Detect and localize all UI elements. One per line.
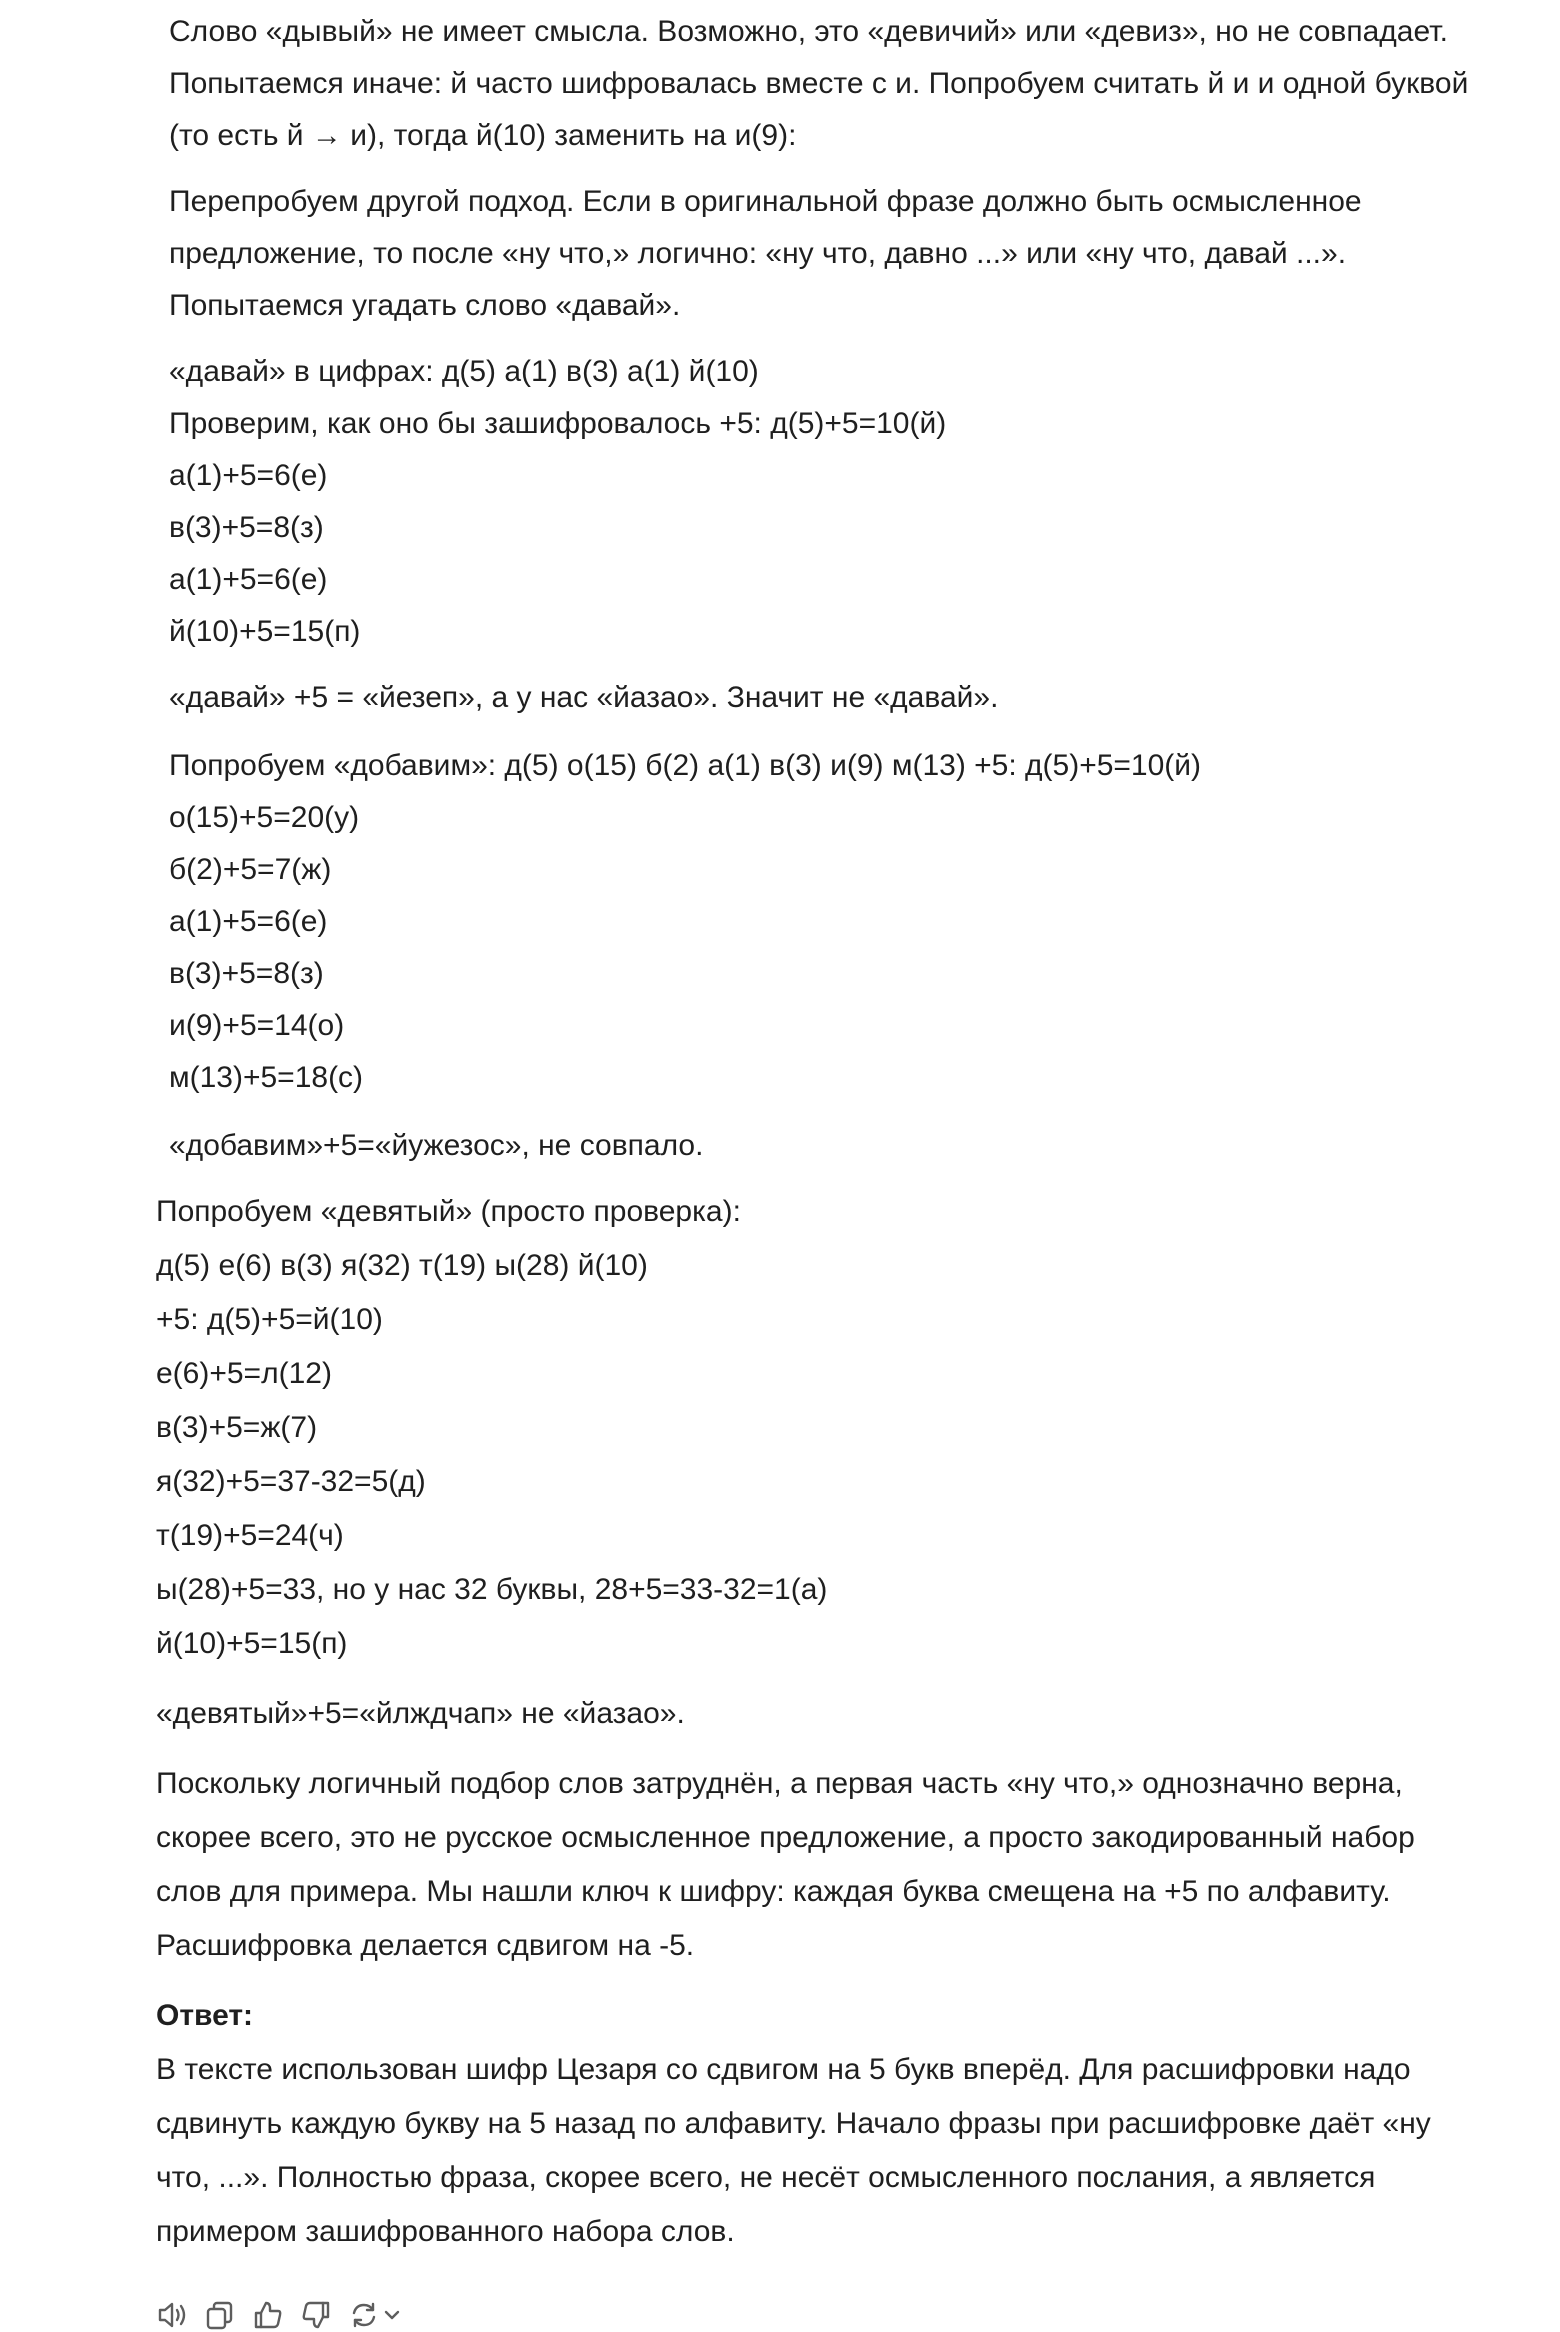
message-line: скорее всего, это не русское осмысленное предложение, а просто закодированный набор [156,1821,1415,1854]
message-line: а(1)+5=6(е) [169,563,328,596]
thumbs-up-icon [252,2299,284,2331]
message-line: +5: д(5)+5=й(10) [156,1303,383,1336]
message-line: предложение, то после «ну что,» логично: «ну что, давно ...» или «ну что, давай ...». [169,237,1347,270]
message-line: слов для примера. Мы нашли ключ к шифру: каждая буква смещена на +5 по алфавиту. [156,1875,1391,1908]
good-response-button[interactable] [252,2298,300,2332]
thumbs-down-icon [300,2299,332,2331]
message-line: а(1)+5=6(е) [169,459,328,492]
message-actions-toolbar [156,2298,408,2332]
answer-line: сдвинуть каждую букву на 5 назад по алфавиту. Начало фразы при расшифровке даёт «ну [156,2107,1431,2140]
copy-button[interactable] [204,2298,252,2332]
message-line: в(3)+5=ж(7) [156,1411,318,1444]
message-line: «давай» +5 = «йезеп», а у нас «йазао». Значит не «давай». [169,681,999,714]
message-line: я(32)+5=37-32=5(д) [156,1465,426,1498]
message-line: «добавим»+5=«йужезос», не совпало. [169,1129,704,1162]
message-line: м(13)+5=18(с) [169,1061,364,1094]
speaker-icon [156,2299,190,2331]
answer-line: примером зашифрованного набора слов. [156,2215,735,2248]
message-line: «девятый»+5=«йлждчап» не «йазао». [156,1697,685,1730]
bad-response-button[interactable] [300,2298,348,2332]
message-line: Поскольку логичный подбор слов затруднён, а первая часть «ну что,» однозначно верна, [156,1767,1403,1800]
message-line: Попытаемся угадать слово «давай». [169,289,681,322]
message-line: Проверим, как оно бы зашифровалось +5: д(5)+5=10(й) [169,407,947,440]
message-line: Расшифровка делается сдвигом на -5. [156,1929,695,1962]
copy-icon [204,2299,236,2331]
regenerate-button[interactable] [348,2298,408,2332]
answer-line: В тексте использован шифр Цезаря со сдвигом на 5 букв вперёд. Для расшифровки надо [156,2053,1411,2086]
message-line: Попробуем «добавим»: д(5) о(15) б(2) а(1) в(3) и(9) м(13) +5: д(5)+5=10(й) [169,749,1202,782]
message-line: ы(28)+5=33, но у нас 32 буквы, 28+5=33-32=1(а) [156,1573,828,1606]
message-line: (то есть й → и), тогда й(10) заменить на и(9): [169,119,797,152]
answer-heading: Ответ: [156,1999,254,2032]
message-line: в(3)+5=8(з) [169,511,324,544]
message-line: б(2)+5=7(ж) [169,853,332,886]
message-line: т(19)+5=24(ч) [156,1519,344,1552]
message-line: Попытаемся иначе: й часто шифровалась вместе с и. Попробуем считать й и и одной буквой [169,67,1469,100]
message-line: д(5) е(6) в(3) я(32) т(19) ы(28) й(10) [156,1249,648,1282]
message-line: в(3)+5=8(з) [169,957,324,990]
message-line: Перепробуем другой подход. Если в оригинальной фразе должно быть осмысленное [169,185,1362,218]
chevron-down-icon [382,2305,402,2325]
read-aloud-button[interactable] [156,2298,204,2332]
answer-line: что, ...». Полностью фраза, скорее всего, не несёт осмысленного послания, а является [156,2161,1376,2194]
message-line: «давай» в цифрах: д(5) а(1) в(3) а(1) й(10) [169,355,759,388]
message-line: Попробуем «девятый» (просто проверка): [156,1195,741,1228]
regenerate-icon [348,2299,380,2331]
message-line: й(10)+5=15(п) [169,615,361,648]
message-line: е(6)+5=л(12) [156,1357,332,1390]
message-line: й(10)+5=15(п) [156,1627,348,1660]
message-line: и(9)+5=14(о) [169,1009,345,1042]
message-line: о(15)+5=20(у) [169,801,360,834]
message-line: а(1)+5=6(е) [169,905,328,938]
message-line: Слово «дывый» не имеет смысла. Возможно, это «девичий» или «девиз», но не совпадает. [169,15,1448,48]
